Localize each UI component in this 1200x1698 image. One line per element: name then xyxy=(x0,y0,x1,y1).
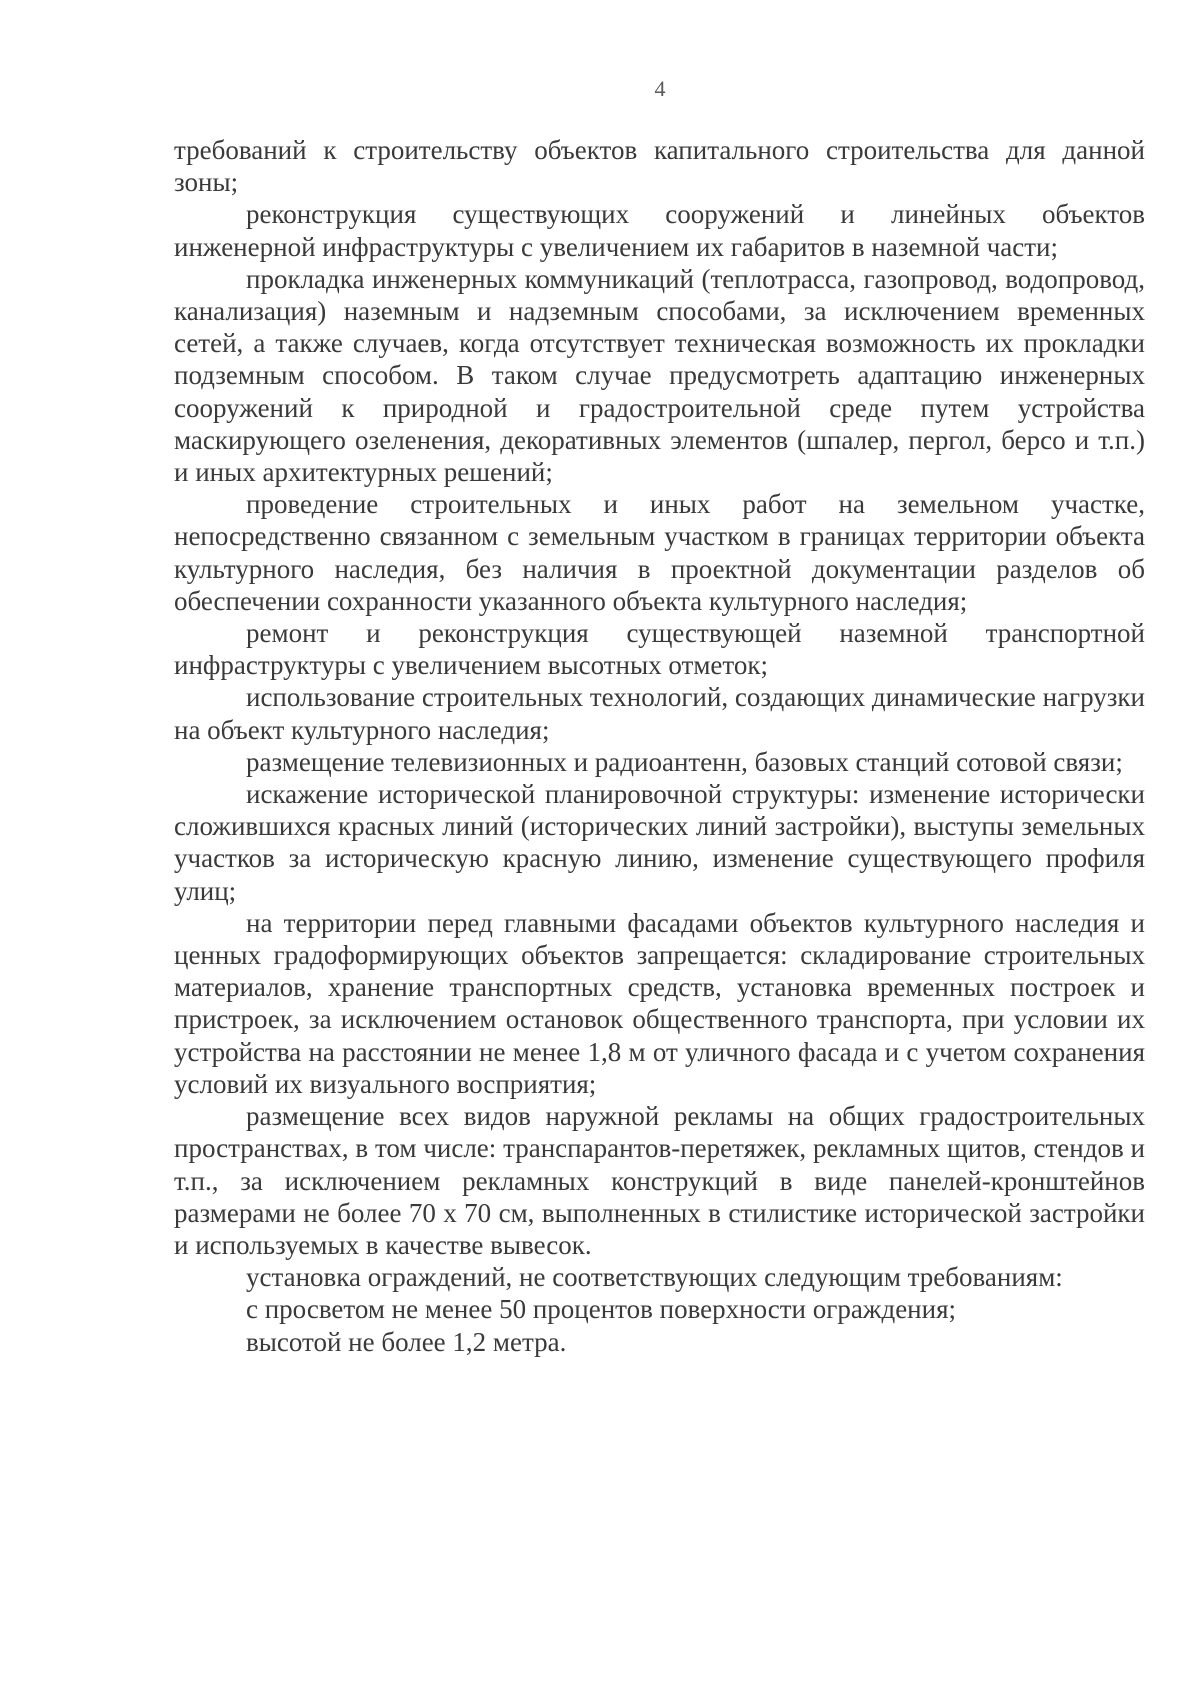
paragraph-5: ремонт и реконструкция существующей наземной транспортной инфраструктуры с увеличением высотных отметок; xyxy=(174,618,1145,681)
paragraph-2: реконструкция существующих сооружений и линейных объектов инженерной инфраструктуры с увеличением их габаритов в наземной части; xyxy=(174,199,1145,262)
paragraph-12: с просветом не менее 50 процентов поверхности ограждения; xyxy=(246,1294,957,1325)
document-body xyxy=(174,134,1145,1358)
paragraph-7: размещение телевизионных и радиоантенн, базовых станций сотовой связи; xyxy=(246,746,1123,777)
paragraph-9: на территории перед главными фасадами объектов культурного наследия и ценных градоформирующих объектов запрещается: складирование строительных материалов, хранение транспортных средств, установка временных построек и пристроек, за исключением остановок общественного транспорта, при условии их устройства на расстоянии не менее 1,8 м от уличного фасада и с учетом сохранения условий их визуального восприятия; xyxy=(174,907,1145,1099)
paragraph-3: прокладка инженерных коммуникаций (теплотрасса, газопровод, водопровод, канализация) наземным и надземным способами, за исключением временных сетей, а также случаев, когда отсутствует техническая возможность их прокладки подземным способом. В таком случае предусмотреть адаптацию инженерных сооружений к природной и градостроительной среде путем устройства маскирующего озеленения, декоративных элементов (шпалер, пергол, берсо и т.п.) и иных архитектурных решений; xyxy=(174,263,1145,488)
paragraph-8: искажение исторической планировочной структуры: изменение исторически сложившихся красных линий (исторических линий застройки), выступы земельных участков за историческую красную линию, изменение существующего профиля улиц; xyxy=(174,779,1145,906)
paragraph-13: высотой не более 1,2 метра. xyxy=(246,1326,567,1357)
paragraph-4: проведение строительных и иных работ на земельном участке, непосредственно связанном с земельным участком в границах территории объекта культурного наследия, без наличия в проектной документации разделов об обеспечении сохранности указанного объекта культурного наследия; xyxy=(174,489,1145,616)
paragraph-1: требований к строительству объектов капитального строительства для данной зоны; xyxy=(174,135,1145,198)
page-number: 4 xyxy=(654,76,666,101)
paragraph-11: установка ограждений, не соответствующих следующим требованиям: xyxy=(246,1262,1063,1293)
paragraph-6: использование строительных технологий, создающих динамические нагрузки на объект культурного наследия; xyxy=(174,682,1145,745)
paragraph-10: размещение всех видов наружной рекламы на общих градостроительных пространствах, в том числе: транспарантов-перетяжек, рекламных щитов, стендов и т.п., за исключением рекламных конструкций в виде панелей-кронштейнов размерами не более 70 х 70 см, выполненных в стилистике исторической застройки и используемых в качестве вывесок. xyxy=(174,1101,1145,1260)
